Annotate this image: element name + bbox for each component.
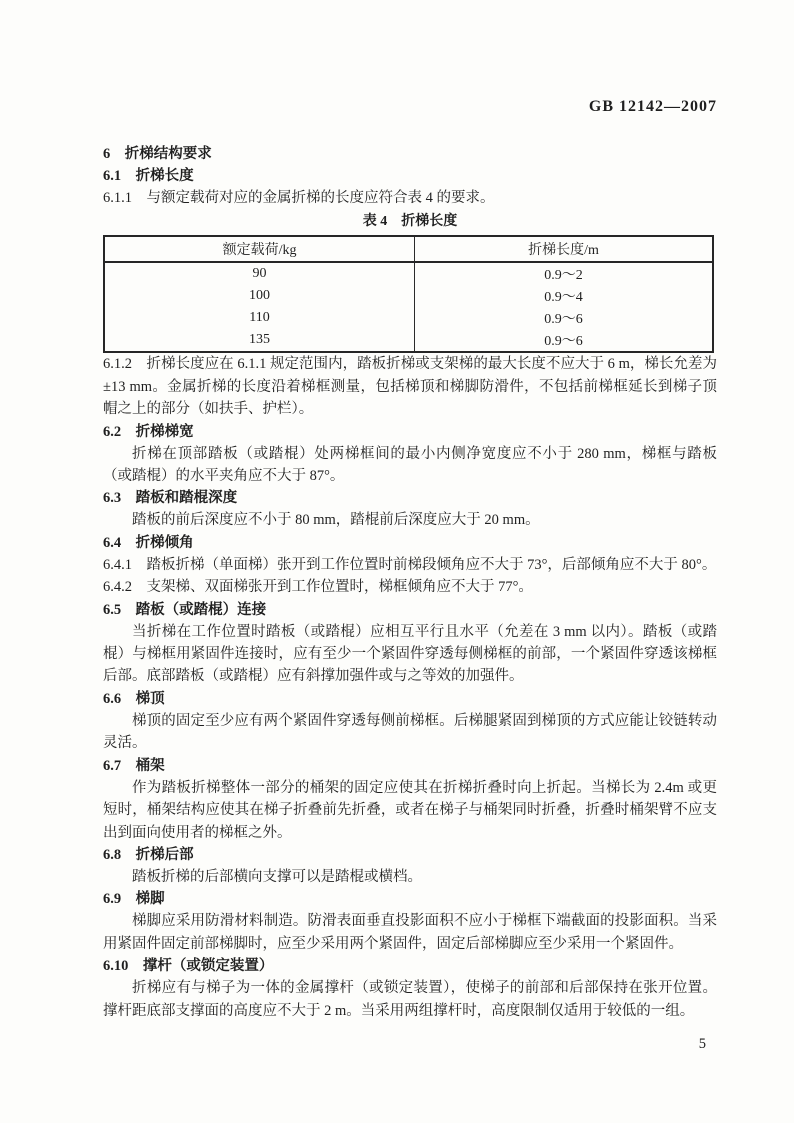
section-6-6-heading: 6.6 梯顶: [103, 690, 165, 707]
section-6-5-heading: 6.5 踏板（或踏棍）连接: [103, 601, 267, 618]
section-6-10-heading: 6.10 撑杆（或锁定装置）: [103, 958, 274, 975]
table-row: [104, 262, 713, 285]
table-4: [103, 235, 714, 353]
table-header-rated-load: 额定载荷/kg: [104, 236, 415, 262]
table-header-row: [104, 236, 713, 262]
standard-number: GB 12142—2007: [588, 98, 717, 115]
page-number: 5: [698, 1036, 706, 1052]
table-4-caption: 表 4 折梯长度: [362, 214, 458, 230]
section-6-9-heading: 6.9 梯脚: [103, 891, 165, 908]
table-row: [104, 285, 713, 307]
section-6-1-heading: 6.1 折梯长度: [103, 168, 194, 184]
table-cell-length: 0.9～4: [544, 290, 583, 306]
clause-6-1-2: 6.1.2 折梯长度应在 6.1.1 规定范围内，踏板折梯或支架梯的最大长度不应大于 6 m，梯长允差为 ±13 mm。金属折梯的长度沿着梯框测量，包括梯顶和梯脚防滑件，不包括前梯框延长到梯子顶帽之上的部分（如扶手、护栏）。: [103, 356, 717, 418]
table-cell-length: 0.9～2: [544, 268, 583, 284]
table-cell-load: 100: [104, 285, 415, 307]
table-row: [104, 329, 713, 352]
table-row: [104, 307, 713, 329]
clause-6-5-text: 当折梯在工作位置时踏板（或踏棍）应相互平行且水平（允差在 3 mm 以内）。踏板（或踏棍）与梯框用紧固件连接时，应有至少一个紧固件穿透每侧梯框的前部，一个紧固件穿透该梯框后部。底部踏板（或踏棍）应有斜撑加强件或与之等效的加强件。: [103, 623, 717, 685]
section-6-8-heading: 6.8 折梯后部: [103, 846, 194, 863]
section-6-2-heading: 6.2 折梯梯宽: [103, 423, 194, 440]
clause-6-9-text: 梯脚应采用防滑材料制造。防滑表面垂直投影面积不应小于梯框下端截面的投影面积。当采用紧固件固定前部梯脚时，应至少采用两个紧固件，固定后部梯脚应至少采用一个紧固件。: [103, 913, 717, 952]
clause-6-3-text: 踏板的前后深度应不小于 80 mm，踏棍前后深度应大于 20 mm。: [132, 512, 540, 529]
table-header-ladder-length: 折梯长度/m: [415, 236, 713, 262]
clause-6-6-text: 梯顶的固定至少应有两个紧固件穿透每侧前梯框。后梯腿紧固到梯顶的方式应能让铰链转动灵活。: [103, 712, 717, 752]
section-6-7-heading: 6.7 桶架: [103, 757, 165, 774]
clause-6-2-text: 折梯在顶部踏板（或踏棍）处两梯框间的最小内侧净宽度应不小于 280 mm，梯框与踏板（或踏棍）的水平夹角应不大于 87°。: [103, 445, 717, 485]
section-6-heading: 6 折梯结构要求: [103, 146, 212, 162]
section-6-3-heading: 6.3 踏板和踏棍深度: [103, 490, 238, 507]
clause-6-8-text: 踏板折梯的后部横向支撑可以是踏棍或横档。: [132, 868, 422, 885]
table-cell-length: 0.9～6: [544, 312, 583, 328]
clause-6-4-1: 6.4.1 踏板折梯（单面梯）张开到工作位置时前梯段倾角应不大于 73°，后部倾角应不大于 80°。: [103, 556, 717, 573]
document-body: [103, 143, 717, 1022]
clause-6-4-2: 6.4.2 支架梯、双面梯张开到工作位置时，梯框倾角应不大于 77°。: [103, 579, 533, 596]
table-cell-length: 0.9～6: [544, 334, 583, 350]
table-cell-load: 110: [104, 307, 415, 329]
table-cell-load: 90: [104, 262, 415, 285]
table-cell-load: 135: [104, 329, 415, 352]
clause-6-7-text: 作为踏板折梯整体一部分的桶架的固定应使其在折梯折叠时向上折起。当梯长为 2.4m 或更短时，桶架结构应使其在梯子折叠前先折叠，或者在梯子与桶架同时折叠，折叠时桶架臂不应支出到面向使用者的梯框之外。: [103, 779, 717, 841]
section-6-4-heading: 6.4 折梯倾角: [103, 534, 194, 551]
clause-6-10-text: 折梯应有与梯子为一体的金属撑杆（或锁定装置），使梯子的前部和后部保持在张开位置。撑杆距底部支撑面的高度应不大于 2 m。当采用两组撑杆时，高度限制仅适用于较低的一组。: [103, 980, 717, 1019]
clause-6-1-1: 6.1.1 与额定载荷对应的金属折梯的长度应符合表 4 的要求。: [103, 190, 495, 206]
